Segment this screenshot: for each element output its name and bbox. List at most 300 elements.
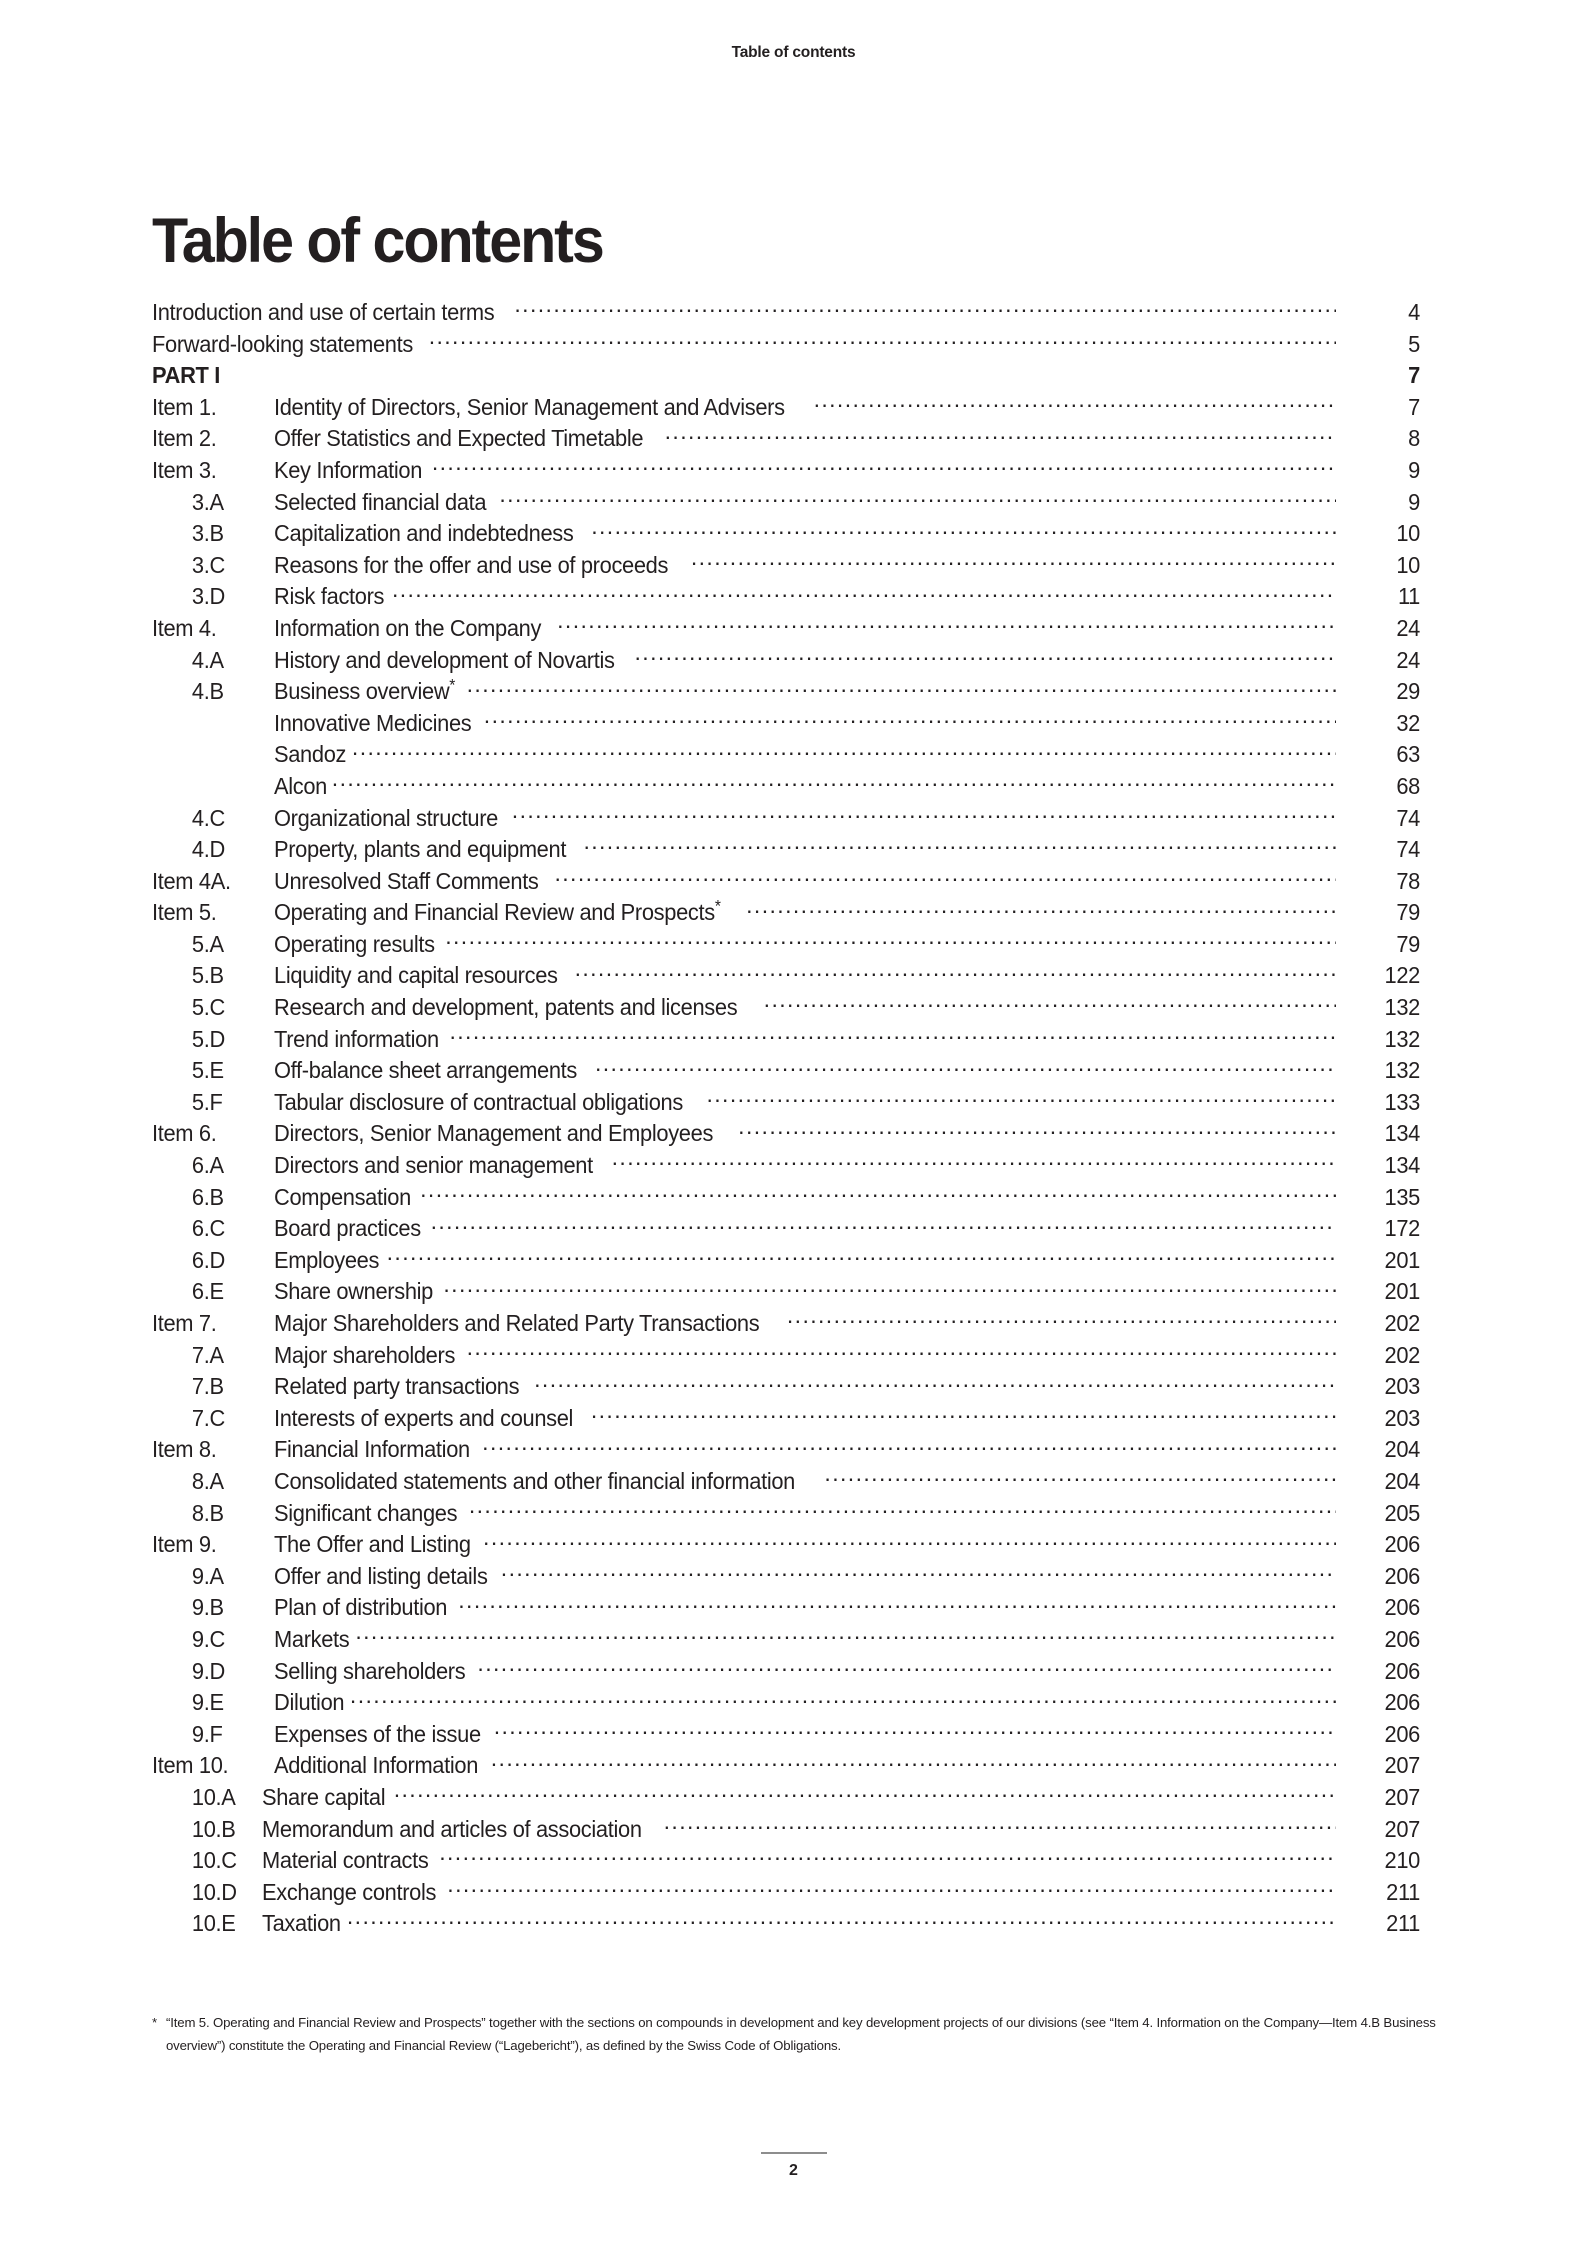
toc-dot-leader [664, 1814, 1336, 1837]
toc-entry-label [274, 647, 615, 674]
toc-dot-leader [467, 1340, 1336, 1363]
toc-page-number: 205 [1384, 1499, 1420, 1526]
toc-row[interactable] [152, 297, 1420, 329]
toc-entry-label [274, 1500, 457, 1527]
toc-item-number: 10.A [191, 1783, 236, 1810]
toc-row[interactable] [152, 1750, 1420, 1782]
toc-entry-label-text: Share capital [262, 1783, 386, 1810]
toc-dot-leader [392, 581, 1336, 604]
toc-entry-label [274, 1026, 439, 1053]
toc-item-number: 7.B [191, 1373, 224, 1400]
toc-entry-label-text: Compensation [274, 1183, 411, 1210]
toc-entry-label-text: Interests of experts and counsel [274, 1404, 574, 1431]
toc-entry-label [274, 489, 486, 516]
toc-entry-label-text: Unresolved Staff Comments [274, 867, 539, 894]
toc-entry-label [274, 896, 721, 926]
toc-item-number: Item 2. [152, 425, 217, 452]
toc-page-number: 74 [1396, 836, 1420, 863]
toc-dot-leader [477, 1656, 1336, 1679]
toc-entry-label-text: Employees [274, 1246, 380, 1273]
toc-page-number: 79 [1396, 930, 1420, 957]
toc-page-number: 132 [1384, 1057, 1420, 1084]
toc-entry-label [274, 741, 346, 768]
toc-entry-label-text: Related party transactions [274, 1373, 520, 1400]
toc-item-number: 4.C [191, 804, 225, 831]
toc-entry-label-text: Exchange controls [262, 1878, 437, 1905]
toc-item-number: Item 4. [152, 614, 217, 641]
toc-dot-leader [706, 1087, 1336, 1110]
toc-entry-label-text: Major shareholders [274, 1341, 456, 1368]
toc-entry-label-text: Memorandum and articles of association [262, 1815, 642, 1842]
toc-row[interactable] [152, 960, 1420, 992]
toc-page-number: 7 [1408, 393, 1420, 420]
toc-dot-leader [634, 645, 1336, 668]
toc-entry-label [274, 1689, 344, 1716]
toc-row[interactable] [152, 1276, 1420, 1308]
toc-page-number: 211 [1386, 1878, 1420, 1905]
toc-page-number: 206 [1384, 1625, 1420, 1652]
toc-dot-leader [591, 1403, 1336, 1426]
toc-item-number: 6.E [191, 1278, 224, 1305]
toc-row[interactable] [152, 581, 1420, 613]
toc-entry-label [152, 331, 413, 358]
toc-item-number: 9.C [191, 1625, 225, 1652]
toc-item-number: 4.D [191, 836, 225, 863]
toc-page-number: 63 [1396, 741, 1420, 768]
toc-entry-label [274, 394, 785, 421]
toc-dot-leader [447, 1877, 1336, 1900]
toc-row[interactable] [152, 1908, 1420, 1940]
toc-entry-label [274, 583, 384, 610]
toc-item-number: Item 7. [152, 1310, 217, 1336]
toc-entry-label [274, 1152, 593, 1179]
toc-entry-label-text: Major Shareholders and Related Party Transactions [274, 1310, 760, 1336]
toc-entry-label-text: Capitalization and indebtedness [274, 520, 574, 547]
toc-entry-label-text: Business overview [274, 678, 450, 705]
toc-entry-label [262, 1816, 642, 1843]
toc-page-number: 10 [1396, 520, 1420, 547]
page-number: 2 [789, 2162, 798, 2179]
toc-dot-leader [534, 1371, 1336, 1394]
toc-row[interactable] [152, 771, 1420, 803]
toc-entry-label-text: Operating and Financial Review and Prospects [274, 899, 715, 926]
toc-row[interactable] [152, 392, 1420, 424]
toc-entry-label-text: Information on the Company [274, 614, 542, 641]
toc-entry-label [274, 1531, 471, 1558]
toc-row[interactable] [152, 1213, 1420, 1245]
toc-page-number: 8 [1408, 425, 1420, 452]
toc-entry-label [274, 962, 558, 989]
toc-entry-label-text: Property, plants and equipment [274, 836, 567, 863]
toc-item-number: 5.D [191, 1025, 225, 1052]
toc-page-number: 9 [1408, 456, 1420, 483]
toc-dot-leader [469, 1498, 1336, 1521]
toc-item-number: 5.B [191, 962, 224, 989]
footer-rule [761, 2152, 827, 2154]
toc-dot-leader [738, 1118, 1336, 1141]
toc-item-number: Item 5. [152, 899, 217, 926]
toc-entry-label-text: Taxation [262, 1910, 341, 1937]
toc-row[interactable] [152, 1150, 1420, 1182]
running-header: Table of contents [731, 44, 856, 61]
toc-dot-leader [764, 992, 1336, 1015]
toc-entry-label [274, 1405, 573, 1432]
toc-entry-label [274, 773, 327, 800]
toc-entry-label [274, 1658, 465, 1685]
toc-entry-label [274, 1563, 488, 1590]
toc-page-number: 135 [1384, 1183, 1420, 1210]
toc-page-number: 206 [1384, 1562, 1420, 1589]
toc-row[interactable] [152, 1245, 1420, 1277]
toc-entry-label-text: Plan of distribution [274, 1594, 448, 1621]
toc-entry-label-text: Significant changes [274, 1499, 458, 1526]
toc-entry-label-text: Alcon [274, 772, 328, 799]
toc-item-number: 9.D [191, 1657, 225, 1684]
toc-dot-leader [691, 550, 1336, 573]
toc-page-number: 74 [1396, 804, 1420, 831]
toc-item-number: Item 1. [152, 393, 217, 420]
toc-row[interactable] [152, 1687, 1420, 1719]
toc-page-number: 211 [1386, 1910, 1420, 1937]
toc-item-number: 3.B [191, 520, 224, 547]
toc-item-number: 6.C [191, 1215, 225, 1242]
toc-dot-leader [494, 1719, 1336, 1742]
toc-page-number: 206 [1384, 1689, 1420, 1716]
toc-page-number: 24 [1396, 646, 1420, 673]
toc-item-number: 6.D [191, 1246, 225, 1273]
toc-item-number: 5.A [191, 930, 224, 957]
toc-row[interactable] [152, 803, 1420, 835]
toc-dot-leader [439, 1845, 1336, 1868]
toc-page-number: 201 [1384, 1246, 1420, 1273]
toc-entry-label [274, 675, 456, 705]
toc-dot-leader [665, 423, 1336, 446]
toc-entry-label-text: Directors, Senior Management and Employees [274, 1120, 714, 1147]
toc-entry-label [262, 1784, 385, 1811]
page-footer [0, 2152, 1587, 2180]
toc-entry-label [274, 1721, 481, 1748]
toc-row[interactable] [152, 1592, 1420, 1624]
toc-dot-leader [443, 1276, 1336, 1299]
toc-page-number: 206 [1384, 1657, 1420, 1684]
toc-entry-label [274, 1057, 577, 1084]
toc-entry-label [262, 1910, 341, 1937]
toc-dot-leader [420, 1182, 1336, 1205]
toc-dot-leader [352, 739, 1336, 762]
toc-dot-leader [355, 1624, 1336, 1647]
toc-dot-leader [512, 803, 1336, 826]
toc-page-number: 24 [1396, 614, 1420, 641]
toc-item-number: 5.F [191, 1088, 223, 1115]
toc-page-number: 133 [1384, 1088, 1420, 1115]
toc-entry-label [262, 1879, 436, 1906]
toc-page-number: 79 [1396, 899, 1420, 926]
toc-dot-leader [746, 897, 1336, 920]
toc-entry-label-text: Selected financial data [274, 488, 487, 515]
toc-dot-leader [557, 613, 1336, 636]
toc-entry-label [274, 1089, 683, 1116]
footnote-text: “Item 5. Operating and Financial Review and Prospects” together with the sections on compounds in development and key development projects of our divisions (see “Item 4. Information on the Company—Item 4.B Business overview”) constitute the Operating and Financial Review (“Lagebericht”), as defined by the Swiss Code of Obligations. [166, 2015, 1436, 2053]
toc-entry-label-text: Selling shareholders [274, 1657, 466, 1684]
toc-item-number: 9.F [191, 1720, 223, 1747]
toc-page-number: 202 [1384, 1341, 1420, 1368]
toc-dot-leader [787, 1308, 1336, 1331]
toc-page-number: 204 [1384, 1436, 1420, 1463]
toc-item-number: 8.A [191, 1467, 224, 1494]
toc-entry-label [274, 615, 541, 642]
toc-dot-leader [499, 487, 1336, 510]
toc-page-number: 206 [1384, 1720, 1420, 1747]
toc-item-number: 9.E [191, 1689, 224, 1716]
toc-page-number: 204 [1384, 1467, 1420, 1494]
toc-entry-label [274, 1184, 411, 1211]
toc-page-number: 5 [1408, 330, 1420, 357]
toc-row[interactable] [152, 992, 1420, 1024]
toc-page-number: 203 [1384, 1373, 1420, 1400]
toc-dot-leader [591, 518, 1336, 541]
toc-entry-label [262, 1847, 428, 1874]
toc-page-number: 134 [1384, 1120, 1420, 1147]
toc-entry-label-text: Identity of Directors, Senior Management and Advisers [274, 393, 785, 420]
toc-entry-label-text: Trend information [274, 1025, 439, 1052]
toc-row[interactable] [152, 1118, 1420, 1150]
toc-row[interactable] [152, 455, 1420, 487]
toc-dot-leader [491, 1750, 1336, 1773]
toc-item-number: 3.C [191, 551, 225, 578]
toc-item-number: 10.D [191, 1878, 237, 1905]
toc-item-number: Item 6. [152, 1120, 217, 1147]
toc-item-number: 5.C [191, 994, 225, 1021]
toc-entry-label-text: History and development of Novartis [274, 646, 615, 673]
toc-entry-label [274, 552, 668, 579]
toc-row[interactable] [152, 866, 1420, 898]
toc-page-number: 172 [1384, 1215, 1420, 1242]
footnote-marker: * [152, 2015, 157, 2030]
toc-entry-label [274, 994, 737, 1021]
toc-row[interactable] [152, 676, 1420, 708]
toc-row[interactable] [152, 1624, 1420, 1656]
toc-entry-label-text: Operating results [274, 930, 435, 957]
toc-entry-label-text: Reasons for the offer and use of proceeds [274, 551, 669, 578]
toc-row[interactable] [152, 1498, 1420, 1530]
toc-item-number: 3.D [191, 583, 225, 610]
toc-page-number: 207 [1384, 1815, 1420, 1842]
toc-page-number: 203 [1384, 1404, 1420, 1431]
toc-page-number: 206 [1384, 1594, 1420, 1621]
toc-row[interactable] [152, 1308, 1420, 1340]
toc-entry-label [274, 710, 471, 737]
toc-entry-label [152, 299, 494, 326]
toc-entry-label [152, 362, 220, 389]
toc-row[interactable] [152, 1182, 1420, 1214]
toc-entry-label [274, 805, 498, 832]
toc-item-number: 10.C [191, 1847, 237, 1874]
toc-page-number: 132 [1384, 994, 1420, 1021]
toc-entry-label-text: Consolidated statements and other financial information [274, 1467, 796, 1494]
toc-row[interactable] [152, 1024, 1420, 1056]
toc-page-number: 10 [1396, 551, 1420, 578]
toc-entry-label-text: Expenses of the issue [274, 1720, 481, 1747]
page-title: Table of contents [152, 206, 603, 277]
toc-entry-label [274, 1247, 379, 1274]
toc-entry-label [274, 1468, 795, 1495]
toc-row[interactable] [152, 423, 1420, 455]
toc-page-number: 29 [1396, 678, 1420, 705]
toc-entry-label-text: Key Information [274, 456, 423, 483]
toc-dot-leader [483, 1529, 1336, 1552]
footnote-reference-asterisk: * [714, 896, 721, 916]
toc-entry-label-text: Research and development, patents and licenses [274, 994, 738, 1021]
toc-entry-label [274, 836, 566, 863]
toc-row[interactable] [152, 1877, 1420, 1909]
toc-entry-label-text: Financial Information [274, 1436, 470, 1463]
toc-entry-label [274, 1215, 421, 1242]
toc-entry-label-text: Material contracts [262, 1847, 429, 1874]
toc-row[interactable] [152, 834, 1420, 866]
toc-entry-label-text: Forward-looking statements [152, 330, 413, 357]
toc-row[interactable] [152, 1087, 1420, 1119]
toc-dot-leader [387, 1245, 1336, 1268]
toc-item-number: 6.B [191, 1183, 224, 1210]
toc-entry-label-text: Dilution [274, 1689, 345, 1716]
toc-row[interactable] [152, 487, 1420, 519]
toc-item-number: 9.B [191, 1594, 224, 1621]
toc-dot-leader [432, 455, 1336, 478]
toc-dot-leader [595, 1055, 1336, 1078]
toc-row[interactable] [152, 1466, 1420, 1498]
toc-row[interactable] [152, 1529, 1420, 1561]
toc-dot-leader [332, 771, 1336, 794]
toc-page-number: 122 [1384, 962, 1420, 989]
toc-entry-label [274, 1594, 447, 1621]
toc-item-number: Item 9. [152, 1531, 217, 1558]
toc-entry-label [274, 1373, 519, 1400]
toc-dot-leader [449, 1024, 1336, 1047]
toc-entry-label-text: Offer Statistics and Expected Timetable [274, 425, 644, 452]
toc-dot-leader [484, 708, 1336, 731]
toc-item-number: 4.B [191, 678, 224, 705]
toc-row[interactable] [152, 1055, 1420, 1087]
toc-row[interactable] [152, 1340, 1420, 1372]
toc-entry-label-text: Directors and senior management [274, 1152, 593, 1179]
toc-entry-label-text: Risk factors [274, 583, 385, 610]
toc-row[interactable] [152, 1371, 1420, 1403]
toc-row[interactable] [152, 929, 1420, 961]
toc-item-number: 10.B [191, 1815, 236, 1842]
toc-entry-label-text: Sandoz [274, 741, 347, 768]
toc-entry-label [274, 457, 422, 484]
table-of-contents [152, 297, 1420, 1940]
toc-row[interactable] [152, 1656, 1420, 1688]
toc-row[interactable] [152, 897, 1420, 929]
toc-row[interactable] [152, 739, 1420, 771]
toc-page-number: 134 [1384, 1152, 1420, 1179]
toc-page-number: 201 [1384, 1278, 1420, 1305]
toc-item-number: 10.E [191, 1910, 236, 1937]
toc-item-number: 8.B [191, 1499, 224, 1526]
toc-page-number: 32 [1396, 709, 1420, 736]
toc-entry-label-text: Tabular disclosure of contractual obligations [274, 1088, 683, 1115]
toc-dot-leader [431, 1213, 1336, 1236]
toc-dot-leader [429, 329, 1336, 352]
toc-item-number: Item 4A. [152, 867, 231, 894]
toc-dot-leader [814, 392, 1336, 415]
toc-entry-label-text: Off-balance sheet arrangements [274, 1057, 577, 1084]
toc-dot-leader [824, 1466, 1336, 1489]
toc-dot-leader [467, 676, 1336, 699]
toc-page-number: 68 [1396, 772, 1420, 799]
toc-dot-leader [458, 1592, 1336, 1615]
toc-entry-label [274, 931, 435, 958]
toc-row[interactable] [152, 1814, 1420, 1846]
toc-row[interactable] [152, 329, 1420, 361]
toc-item-number: Item 8. [152, 1436, 217, 1463]
toc-page-number: 11 [1397, 583, 1420, 610]
toc-row[interactable] [152, 1561, 1420, 1593]
toc-dot-leader [554, 866, 1336, 889]
toc-page-number: 9 [1408, 488, 1420, 515]
footnote [152, 2012, 1442, 2057]
toc-dot-leader [347, 1908, 1336, 1931]
toc-dot-leader [612, 1150, 1336, 1173]
toc-dot-leader [575, 960, 1336, 983]
toc-entry-label-text: Liquidity and capital resources [274, 962, 558, 989]
toc-row[interactable] [152, 645, 1420, 677]
toc-item-number: 9.A [191, 1562, 224, 1589]
toc-page-number: 206 [1384, 1531, 1420, 1558]
toc-page-number: 207 [1384, 1752, 1420, 1779]
toc-row[interactable] [152, 708, 1420, 740]
toc-row[interactable] [152, 518, 1420, 550]
toc-dot-leader [482, 1434, 1336, 1457]
toc-entry-label-text: Additional Information [274, 1752, 479, 1779]
toc-row[interactable] [152, 1845, 1420, 1877]
toc-entry-label [274, 520, 573, 547]
toc-page-number: 7 [1408, 362, 1420, 389]
toc-page-number: 210 [1384, 1847, 1420, 1874]
toc-entry-label-text: Offer and listing details [274, 1562, 488, 1589]
toc-dot-leader [583, 834, 1336, 857]
toc-row[interactable] [152, 1719, 1420, 1751]
toc-page-number: 132 [1384, 1025, 1420, 1052]
toc-dot-leader [501, 1561, 1336, 1584]
toc-entry-label-text: The Offer and Listing [274, 1531, 471, 1558]
toc-entry-label-text: Organizational structure [274, 804, 498, 831]
toc-entry-label [274, 1342, 455, 1369]
toc-row[interactable] [152, 1403, 1420, 1435]
toc-row[interactable] [152, 613, 1420, 645]
toc-item-number: 6.A [191, 1152, 224, 1179]
toc-row[interactable] [152, 360, 1420, 392]
toc-entry-label [274, 868, 539, 895]
toc-item-number: 3.A [191, 488, 224, 515]
toc-entry-label-text: Share ownership [274, 1278, 433, 1305]
toc-page-number: 207 [1384, 1783, 1420, 1810]
toc-item-number: 4.A [191, 646, 224, 673]
toc-item-number: Item 3. [152, 456, 217, 483]
toc-row[interactable] [152, 1782, 1420, 1814]
toc-entry-label [274, 1436, 470, 1463]
toc-entry-label [274, 425, 643, 452]
toc-entry-label-text: Introduction and use of certain terms [152, 299, 495, 325]
toc-row[interactable] [152, 550, 1420, 582]
toc-entry-label [274, 1278, 433, 1305]
toc-dot-leader [514, 297, 1336, 320]
toc-row[interactable] [152, 1434, 1420, 1466]
toc-entry-label-text: Markets [274, 1625, 350, 1652]
toc-page-number: 78 [1396, 867, 1420, 894]
toc-item-number: 7.A [191, 1341, 224, 1368]
